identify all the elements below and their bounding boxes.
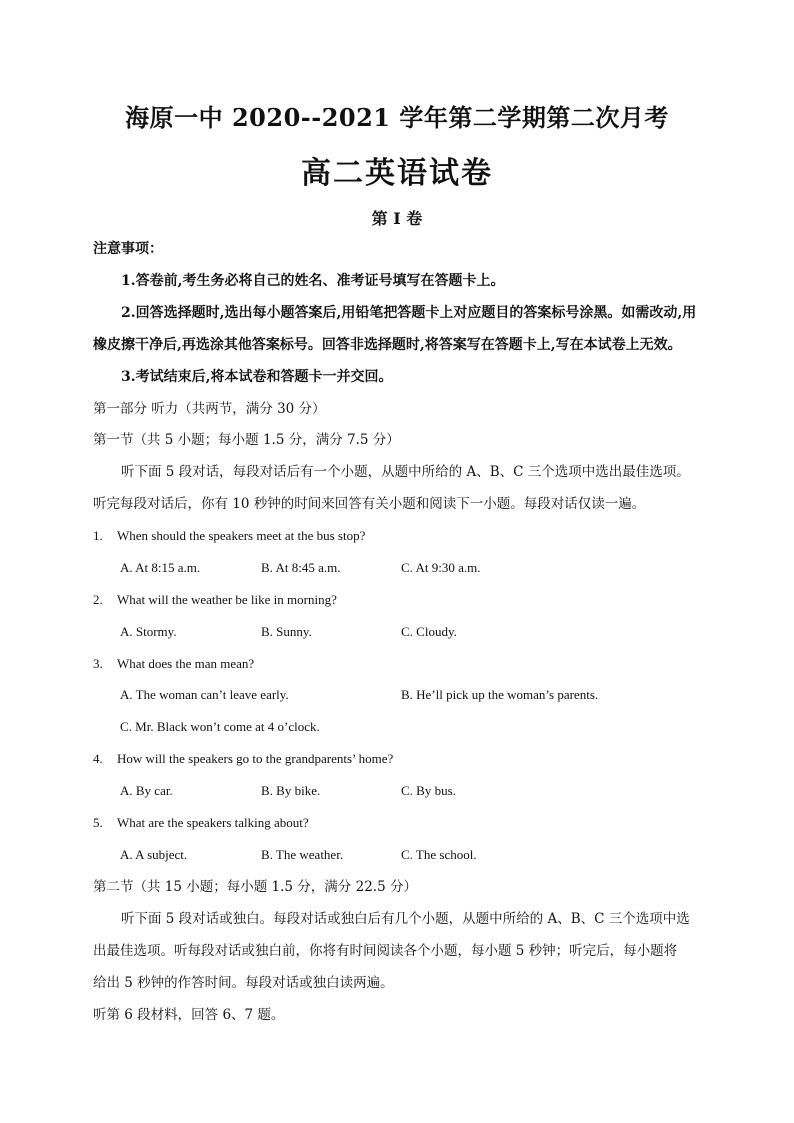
volume-label: 第 I 卷 xyxy=(371,209,423,228)
question-text: What will the weather be like in morning? xyxy=(117,592,337,607)
note-1: 1.答卷前,考生务必将自己的姓名、准考证号填写在答题卡上。 xyxy=(121,273,505,289)
question-text: How will the speakers go to the grandparents’ home? xyxy=(117,751,394,766)
exam-subject-title: 高二英语试卷 xyxy=(301,156,493,191)
q3-option-c: C. Mr. Black won’t come at 4 o’clock. xyxy=(120,719,320,734)
q2-option-a: A. Stormy. xyxy=(120,624,177,639)
q2-option-b: B. Sunny. xyxy=(261,624,312,639)
q1-option-b: B. At 8:45 a.m. xyxy=(261,560,341,575)
section2-instruction-line-3: 给出 5 秒钟的作答时间。每段对话或独白读两遍。 xyxy=(93,975,394,991)
section1-heading: 第一节（共 5 小题；每小题 1.5 分，满分 7.5 分） xyxy=(93,432,400,448)
question-number: 1. xyxy=(93,528,103,543)
question-number: 5. xyxy=(93,815,103,830)
question-number: 3. xyxy=(93,656,103,671)
question-1 xyxy=(93,527,365,545)
question-text: What are the speakers talking about? xyxy=(117,815,309,830)
q3-option-a: A. The woman can’t leave early. xyxy=(120,687,289,702)
q5-option-b: B. The weather. xyxy=(261,847,344,862)
notes-heading: 注意事项： xyxy=(93,241,163,257)
question-text: What does the man mean? xyxy=(117,656,255,671)
note-2-line-1: 2.回答选择题时,选出每小题答案后,用铅笔把答题卡上对应题目的答案标号涂黑。如需改动,用 xyxy=(121,305,697,321)
exam-title: 海原一中 2020--2021 学年第二学期第二次月考 xyxy=(125,103,669,132)
section2-heading: 第二节（共 15 小题；每小题 1.5 分，满分 22.5 分） xyxy=(93,879,417,895)
q4-option-b: B. By bike. xyxy=(261,783,321,798)
question-text: When should the speakers meet at the bus stop? xyxy=(117,528,366,543)
note-3: 3.考试结束后,将本试卷和答题卡一并交回。 xyxy=(121,369,393,385)
q5-option-a: A. A subject. xyxy=(120,847,188,862)
q2-option-c: C. Cloudy. xyxy=(401,624,457,639)
section1-instruction-line-1: 听下面 5 段对话，每段对话后有一个小题，从题中所给的 A、B、C 三个选项中选出最佳选项。 xyxy=(121,464,690,480)
note-2-line-2: 橡皮擦干净后,再选涂其他答案标号。回答非选择题时,将答案写在答题卡上,写在本试卷上无效。 xyxy=(93,337,682,353)
question-5 xyxy=(93,814,309,832)
section2-instruction-line-2: 出最佳选项。听每段对话或独白前，你将有时间阅读各个小题，每小题 5 秒钟；听完后，每小题将 xyxy=(93,943,678,959)
q3-option-b: B. He’ll pick up the woman’s parents. xyxy=(401,687,599,702)
q1-option-c: C. At 9:30 a.m. xyxy=(401,560,481,575)
section2-instruction-line-1: 听下面 5 段对话或独白。每段对话或独白后有几个小题，从题中所给的 A、B、C 三个选项中选 xyxy=(121,911,690,927)
q4-option-c: C. By bus. xyxy=(401,783,456,798)
material-6-label: 听第 6 段材料，回答 6、7 题。 xyxy=(93,1007,285,1023)
section1-instruction-line-2: 听完每段对话后，你有 10 秒钟的时间来回答有关小题和阅读下一小题。每段对话仅读一遍。 xyxy=(93,496,646,512)
question-4 xyxy=(93,750,393,768)
question-number: 2. xyxy=(93,592,103,607)
question-2 xyxy=(93,591,337,609)
q5-option-c: C. The school. xyxy=(401,847,477,862)
question-3 xyxy=(93,655,254,673)
part1-heading: 第一部分 听力（共两节，满分 30 分） xyxy=(93,401,326,417)
question-number: 4. xyxy=(93,751,103,766)
q4-option-a: A. By car. xyxy=(120,783,173,798)
q1-option-a: A. At 8:15 a.m. xyxy=(120,560,201,575)
